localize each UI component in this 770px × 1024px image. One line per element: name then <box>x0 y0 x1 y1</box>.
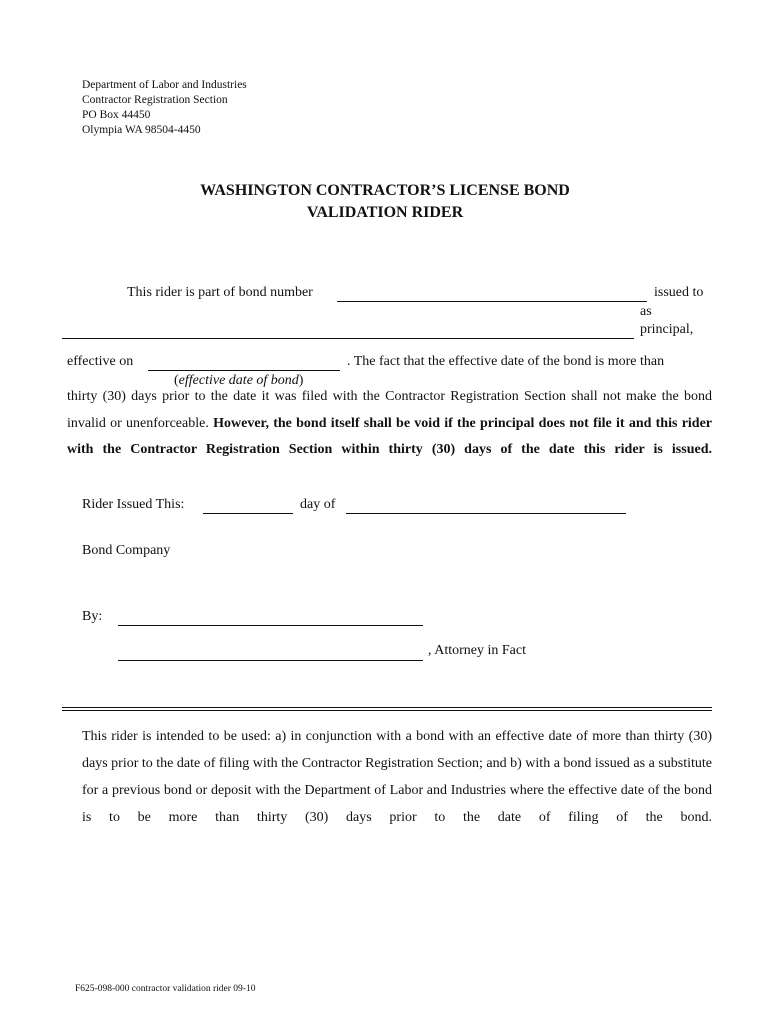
issued-day-field[interactable] <box>203 513 293 514</box>
principal-text: principal, <box>640 322 694 337</box>
effective-date-caption-text: effective date of bond <box>178 373 299 388</box>
effective-on-text: effective on <box>67 354 134 369</box>
by-label: By: <box>82 609 103 624</box>
effective-fact-text: . The fact that the effective date of the bond is more than <box>347 354 665 369</box>
rider-intro-text: This rider is part of bond number <box>127 285 313 300</box>
bond-number-field[interactable] <box>337 301 647 302</box>
rider-body-bold: However, the bond itself shall be void if the principal does not file it and this rider with the Contractor Registration Section within thirty (30) days of the date this rider is issued. <box>67 415 713 457</box>
usage-note-paragraph: This rider is intended to be used: a) in conjunction with a bond with an effective date of more than thirty (30) days prior to the date of filing with the Contractor Registration Section; and b) with a bond issued as a substitute for a previous bond or deposit with the Department of Labor and Industries where the effective date of the bond is to be more than thirty (30) days prior to the date of filing of the bond. <box>82 729 712 825</box>
divider-line <box>62 707 712 708</box>
rider-body-paragraph <box>67 384 712 464</box>
issued-month-year-field[interactable] <box>346 513 626 514</box>
address-line-3: PO Box 44450 <box>82 109 151 121</box>
effective-date-caption: (effective date of bond) <box>174 373 304 388</box>
form-number-footer: F625-098-000 contractor validation rider 09-10 <box>75 984 256 994</box>
document-title: WASHINGTON CONTRACTOR’S LICENSE BOND <box>200 182 570 199</box>
rider-body-normal: thirty (30) days prior to the date it was filed with the Contractor Registration Section shall not make the bond invalid or unenforceable. <box>67 389 712 431</box>
effective-date-field[interactable] <box>148 370 340 371</box>
attorney-in-fact-text: , Attorney in Fact <box>428 643 526 658</box>
document-subtitle: VALIDATION RIDER <box>306 204 464 221</box>
address-line-2: Contractor Registration Section <box>82 94 228 106</box>
day-of-text: day of <box>300 497 336 512</box>
as-text: as <box>640 304 652 319</box>
address-line-1: Department of Labor and Industries <box>82 79 247 91</box>
divider-line <box>62 710 712 711</box>
bond-company-label: Bond Company <box>82 543 171 558</box>
signature-field[interactable] <box>118 625 423 626</box>
principal-name-field[interactable] <box>62 338 634 339</box>
attorney-name-field[interactable] <box>118 660 423 661</box>
address-line-4: Olympia WA 98504-4450 <box>82 124 201 136</box>
rider-issued-this-label: Rider Issued This: <box>82 497 185 512</box>
issued-to-text: issued to <box>654 285 704 300</box>
department-address <box>82 78 247 138</box>
